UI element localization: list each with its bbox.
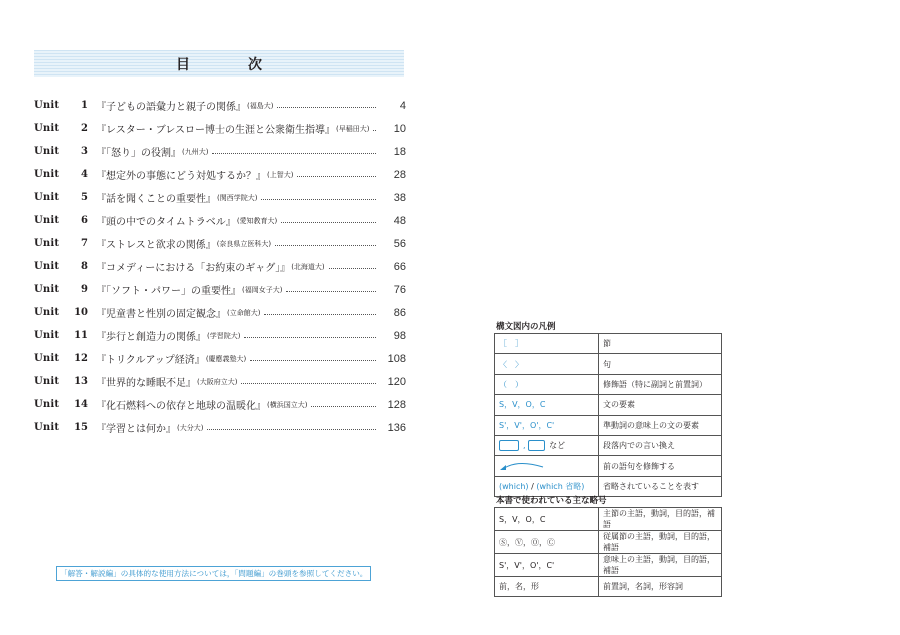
abbr-row — [495, 577, 722, 597]
toc-entry-13[interactable] — [34, 370, 406, 393]
unit-title: 『「怒り」の役割』 — [96, 148, 181, 159]
unit-school: (福島大) — [247, 101, 274, 110]
unit-title: 『ストレスと欲求の関係』 — [96, 240, 216, 251]
unit-label: Unit — [34, 399, 60, 410]
page-number: 128 — [387, 398, 406, 411]
dot-leader — [241, 382, 376, 384]
page-number: 86 — [393, 306, 406, 319]
unit-school: (立命館大) — [227, 308, 261, 317]
page-number: 56 — [393, 237, 406, 250]
unit-number: 15 — [74, 422, 88, 433]
unit-number: 13 — [74, 376, 88, 387]
toc-entry-10[interactable] — [34, 301, 406, 324]
toc-entry-14[interactable] — [34, 393, 406, 416]
toc-entry-6[interactable] — [34, 209, 406, 232]
dot-leader — [297, 175, 376, 177]
dot-leader — [275, 244, 376, 246]
unit-school: (早稲田大) — [336, 124, 370, 133]
unit-title: 『「ソフト・パワー」の重要性』 — [96, 286, 241, 297]
unit-number: 4 — [81, 169, 88, 180]
unit-label: Unit — [34, 169, 60, 180]
dot-leader — [261, 198, 376, 200]
abbr-desc: 前置詞，名詞，形容詞 — [599, 577, 722, 597]
legend-row — [495, 435, 722, 455]
unit-number: 2 — [81, 123, 88, 134]
dot-leader — [207, 428, 376, 430]
page-number: 66 — [393, 260, 406, 273]
unit-school: (九州大) — [182, 147, 209, 156]
abbr-row — [495, 508, 722, 531]
toc-entry-5[interactable] — [34, 186, 406, 209]
legend-row — [495, 334, 722, 354]
dot-leader — [329, 267, 376, 269]
page-number: 18 — [393, 145, 406, 158]
legend-desc: 前の語句を修飾する — [599, 456, 722, 476]
unit-title: 『化石燃料への依存と地球の温暖化』 — [96, 401, 266, 412]
abbr-symbol: S，V，O，C — [495, 508, 599, 531]
box-outline-icon — [528, 440, 545, 451]
page-number: 120 — [387, 375, 406, 388]
legend-row — [495, 456, 722, 476]
dot-leader — [277, 106, 376, 108]
unit-title: 『歩行と創造力の関係』 — [96, 332, 206, 343]
legend-desc: 節 — [599, 334, 722, 354]
unit-label: Unit — [34, 261, 60, 272]
legend-symbol: 〈 〉 — [495, 354, 599, 374]
abbr-desc: 意味上の主語，動詞，目的語，補語 — [599, 554, 722, 577]
toc-entry-12[interactable] — [34, 347, 406, 370]
unit-school: (奈良県立医科大) — [216, 239, 272, 248]
legend-desc: 句 — [599, 354, 722, 374]
unit-school: (横浜国立大) — [267, 400, 308, 409]
legend-desc: 修飾語（特に副詞と前置詞） — [599, 374, 722, 394]
unit-school: (福岡女子大) — [242, 285, 283, 294]
toc-entry-4[interactable] — [34, 163, 406, 186]
unit-school: (学習院大) — [207, 331, 241, 340]
box-outline-icon — [499, 440, 519, 451]
unit-school: (愛知教育大) — [236, 216, 278, 225]
abbr-symbol: S'，V'，O'，C' — [495, 554, 599, 577]
toc-title: 目 次 — [176, 56, 284, 73]
page-number: 76 — [393, 283, 406, 296]
unit-number: 14 — [74, 399, 88, 410]
toc-entry-9[interactable] — [34, 278, 406, 301]
dot-leader — [250, 359, 376, 361]
legend-desc: 文の要素 — [599, 395, 722, 415]
unit-title: 『コメディーにおける「お約束のギャグ」』 — [96, 263, 291, 274]
legend-row — [495, 395, 722, 415]
unit-title: 『学習とは何か』 — [96, 424, 176, 435]
toc-entry-3[interactable] — [34, 140, 406, 163]
legend-symbol-arrow — [495, 456, 599, 476]
page-number: 28 — [393, 168, 406, 181]
unit-label: Unit — [34, 307, 60, 318]
dot-leader — [281, 221, 376, 223]
legend-desc: 準動詞の意味上の文の要素 — [599, 415, 722, 435]
legend-desc: 段落内での言い換え — [599, 435, 722, 455]
legend-row — [495, 374, 722, 394]
legend-table — [494, 333, 722, 497]
unit-label: Unit — [34, 330, 60, 341]
legend-heading: 構文図内の凡例 — [496, 322, 556, 332]
toc-entry-15[interactable] — [34, 416, 406, 439]
toc-banner — [34, 50, 404, 77]
unit-title: 『世界的な睡眠不足』 — [96, 378, 196, 389]
unit-number: 6 — [81, 215, 88, 226]
unit-title: 『児童書と性別の固定観念』 — [96, 309, 226, 320]
usage-note: 「解答・解説編」の具体的な使用方法については，「問題編」の巻頭を参照してください。 — [56, 566, 371, 581]
dot-leader — [264, 313, 376, 315]
unit-school: (慶應義塾大) — [205, 354, 247, 363]
unit-school: (大分大) — [177, 423, 204, 432]
abbreviations-table — [494, 507, 722, 597]
legend-symbol-boxes — [495, 435, 599, 455]
unit-label: Unit — [34, 146, 60, 157]
which-label: (which) — [499, 481, 529, 491]
unit-label: Unit — [34, 238, 60, 249]
unit-label: Unit — [34, 215, 60, 226]
dot-leader — [373, 129, 376, 131]
page-number: 48 — [393, 214, 406, 227]
abbr-symbol: Ⓢ，Ⓥ，Ⓞ，Ⓒ — [495, 531, 599, 554]
dot-leader — [286, 290, 376, 292]
toc-entry-11[interactable] — [34, 324, 406, 347]
page-number: 38 — [393, 191, 406, 204]
unit-label: Unit — [34, 123, 60, 134]
which-omitted-label: (which 省略) — [536, 481, 585, 491]
unit-title: 『話を聞くことの重要性』 — [96, 194, 216, 205]
abbr-desc: 主節の主語，動詞，目的語，補語 — [599, 508, 722, 531]
legend-row — [495, 415, 722, 435]
legend-symbol: S'，V'，O'，C' — [495, 415, 599, 435]
legend-symbol: S，V，O，C — [495, 395, 599, 415]
toc-entry-8[interactable] — [34, 255, 406, 278]
unit-label: Unit — [34, 100, 60, 111]
abbr-desc: 従属節の主語，動詞，目的語，補語 — [599, 531, 722, 554]
unit-number: 8 — [81, 261, 88, 272]
unit-label: Unit — [34, 422, 60, 433]
unit-number: 1 — [81, 100, 88, 111]
abbr-row — [495, 554, 722, 577]
comma-glyph: , — [523, 441, 526, 451]
page-number: 98 — [393, 329, 406, 342]
unit-school: (北海道大) — [291, 262, 325, 271]
abbr-row — [495, 531, 722, 554]
legend-row — [495, 354, 722, 374]
unit-title: 『想定外の事態にどう対処するか？』 — [96, 171, 266, 182]
legend-symbol: （ ） — [495, 374, 599, 394]
page-number: 10 — [393, 122, 406, 135]
modify-arc-arrow-icon — [499, 459, 549, 471]
dot-leader — [311, 405, 376, 407]
unit-label: Unit — [34, 192, 60, 203]
legend-symbol-text: など — [549, 441, 566, 451]
page-number: 136 — [387, 421, 406, 434]
unit-number: 10 — [74, 307, 88, 318]
dot-leader — [244, 336, 376, 338]
toc-list — [34, 94, 406, 439]
legend-symbol: ［ ］ — [495, 334, 599, 354]
unit-title: 『子どもの語彙力と親子の関係』 — [96, 102, 246, 113]
right-page — [450, 0, 900, 635]
abbreviations-heading: 本書で使われている主な略号 — [496, 496, 607, 506]
unit-number: 9 — [81, 284, 88, 295]
toc-entry-7[interactable] — [34, 232, 406, 255]
unit-label: Unit — [34, 376, 60, 387]
toc-entry-1[interactable] — [34, 94, 406, 117]
page-number: 108 — [387, 352, 406, 365]
unit-title: 『頭の中でのタイムトラベル』 — [96, 217, 236, 228]
legend-desc: 省略されていることを表す — [599, 476, 722, 496]
unit-school: (上智大) — [267, 170, 294, 179]
unit-number: 7 — [81, 238, 88, 249]
unit-label: Unit — [34, 284, 60, 295]
unit-label: Unit — [34, 353, 60, 364]
unit-title: 『トリクルアップ経済』 — [96, 355, 205, 366]
unit-number: 11 — [74, 330, 88, 341]
unit-school: (関西学院大) — [217, 193, 258, 202]
unit-number: 5 — [81, 192, 88, 203]
unit-title: 『レスター・ブレスロー博士の生涯と公衆衛生指導』 — [96, 125, 335, 136]
unit-number: 12 — [74, 353, 88, 364]
page-number: 4 — [399, 99, 406, 112]
unit-school: (大阪府立大) — [197, 377, 238, 386]
dot-leader — [212, 152, 376, 154]
unit-number: 3 — [81, 146, 88, 157]
toc-entry-2[interactable] — [34, 117, 406, 140]
slash-separator: / — [531, 481, 534, 491]
abbr-symbol: 前，名，形 — [495, 577, 599, 597]
